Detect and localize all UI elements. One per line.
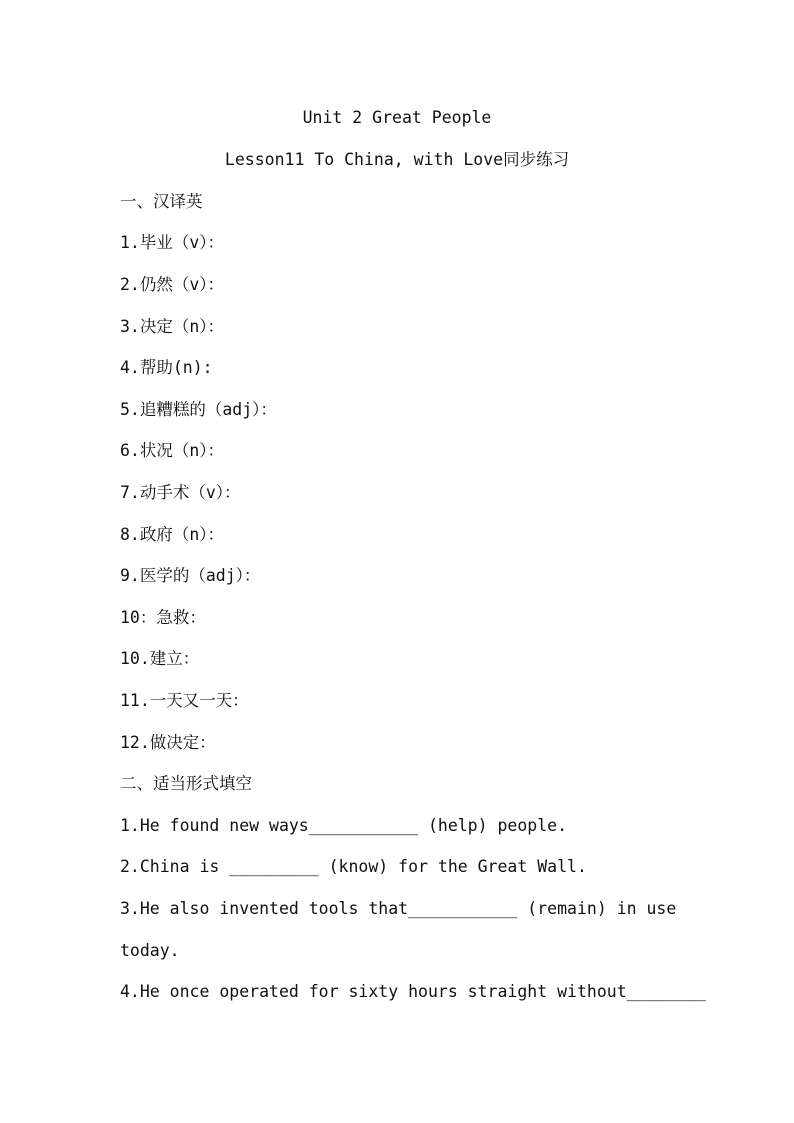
vocab-item: 3.决定（n）： bbox=[120, 317, 225, 336]
vocab-item: 11.一天又一天： bbox=[120, 691, 249, 710]
section1-heading: 一、汉译英 bbox=[120, 192, 203, 211]
vocab-item: 9.医学的（adj）： bbox=[120, 566, 261, 585]
vocab-item: 5.追糟糕的（adj）： bbox=[120, 400, 277, 419]
vocab-item: 8.政府（n）： bbox=[120, 525, 225, 544]
vocab-item: 2.仍然（v）： bbox=[120, 275, 225, 294]
vocab-item: 4.帮助(n): bbox=[120, 358, 213, 377]
document-title: Unit 2 Great People bbox=[302, 108, 492, 127]
fill-blank-item-continuation: today. bbox=[120, 941, 180, 960]
document-subtitle: Lesson11 To China, with Love同步练习 bbox=[224, 150, 570, 169]
fill-blank-item: 2.China is _________ (know) for the Great Wall. bbox=[120, 857, 587, 876]
vocab-item: 12.做决定： bbox=[120, 733, 216, 752]
fill-blank-item: 4.He once operated for sixty hours straight without________ bbox=[120, 982, 707, 1001]
fill-blank-item: 1.He found new ways___________ (help) people. bbox=[120, 816, 568, 835]
vocab-item: 6.状况（n）： bbox=[120, 441, 225, 460]
vocab-item: 1.毕业（v）： bbox=[120, 233, 225, 252]
fill-blank-item: 3.He also invented tools that___________ (remain) in use bbox=[120, 899, 677, 918]
section2-heading: 二、适当形式填空 bbox=[120, 774, 252, 793]
vocab-item: 10：急救： bbox=[120, 608, 206, 627]
vocab-item: 10.建立： bbox=[120, 649, 200, 668]
vocab-item: 7.动手术（v）： bbox=[120, 483, 241, 502]
